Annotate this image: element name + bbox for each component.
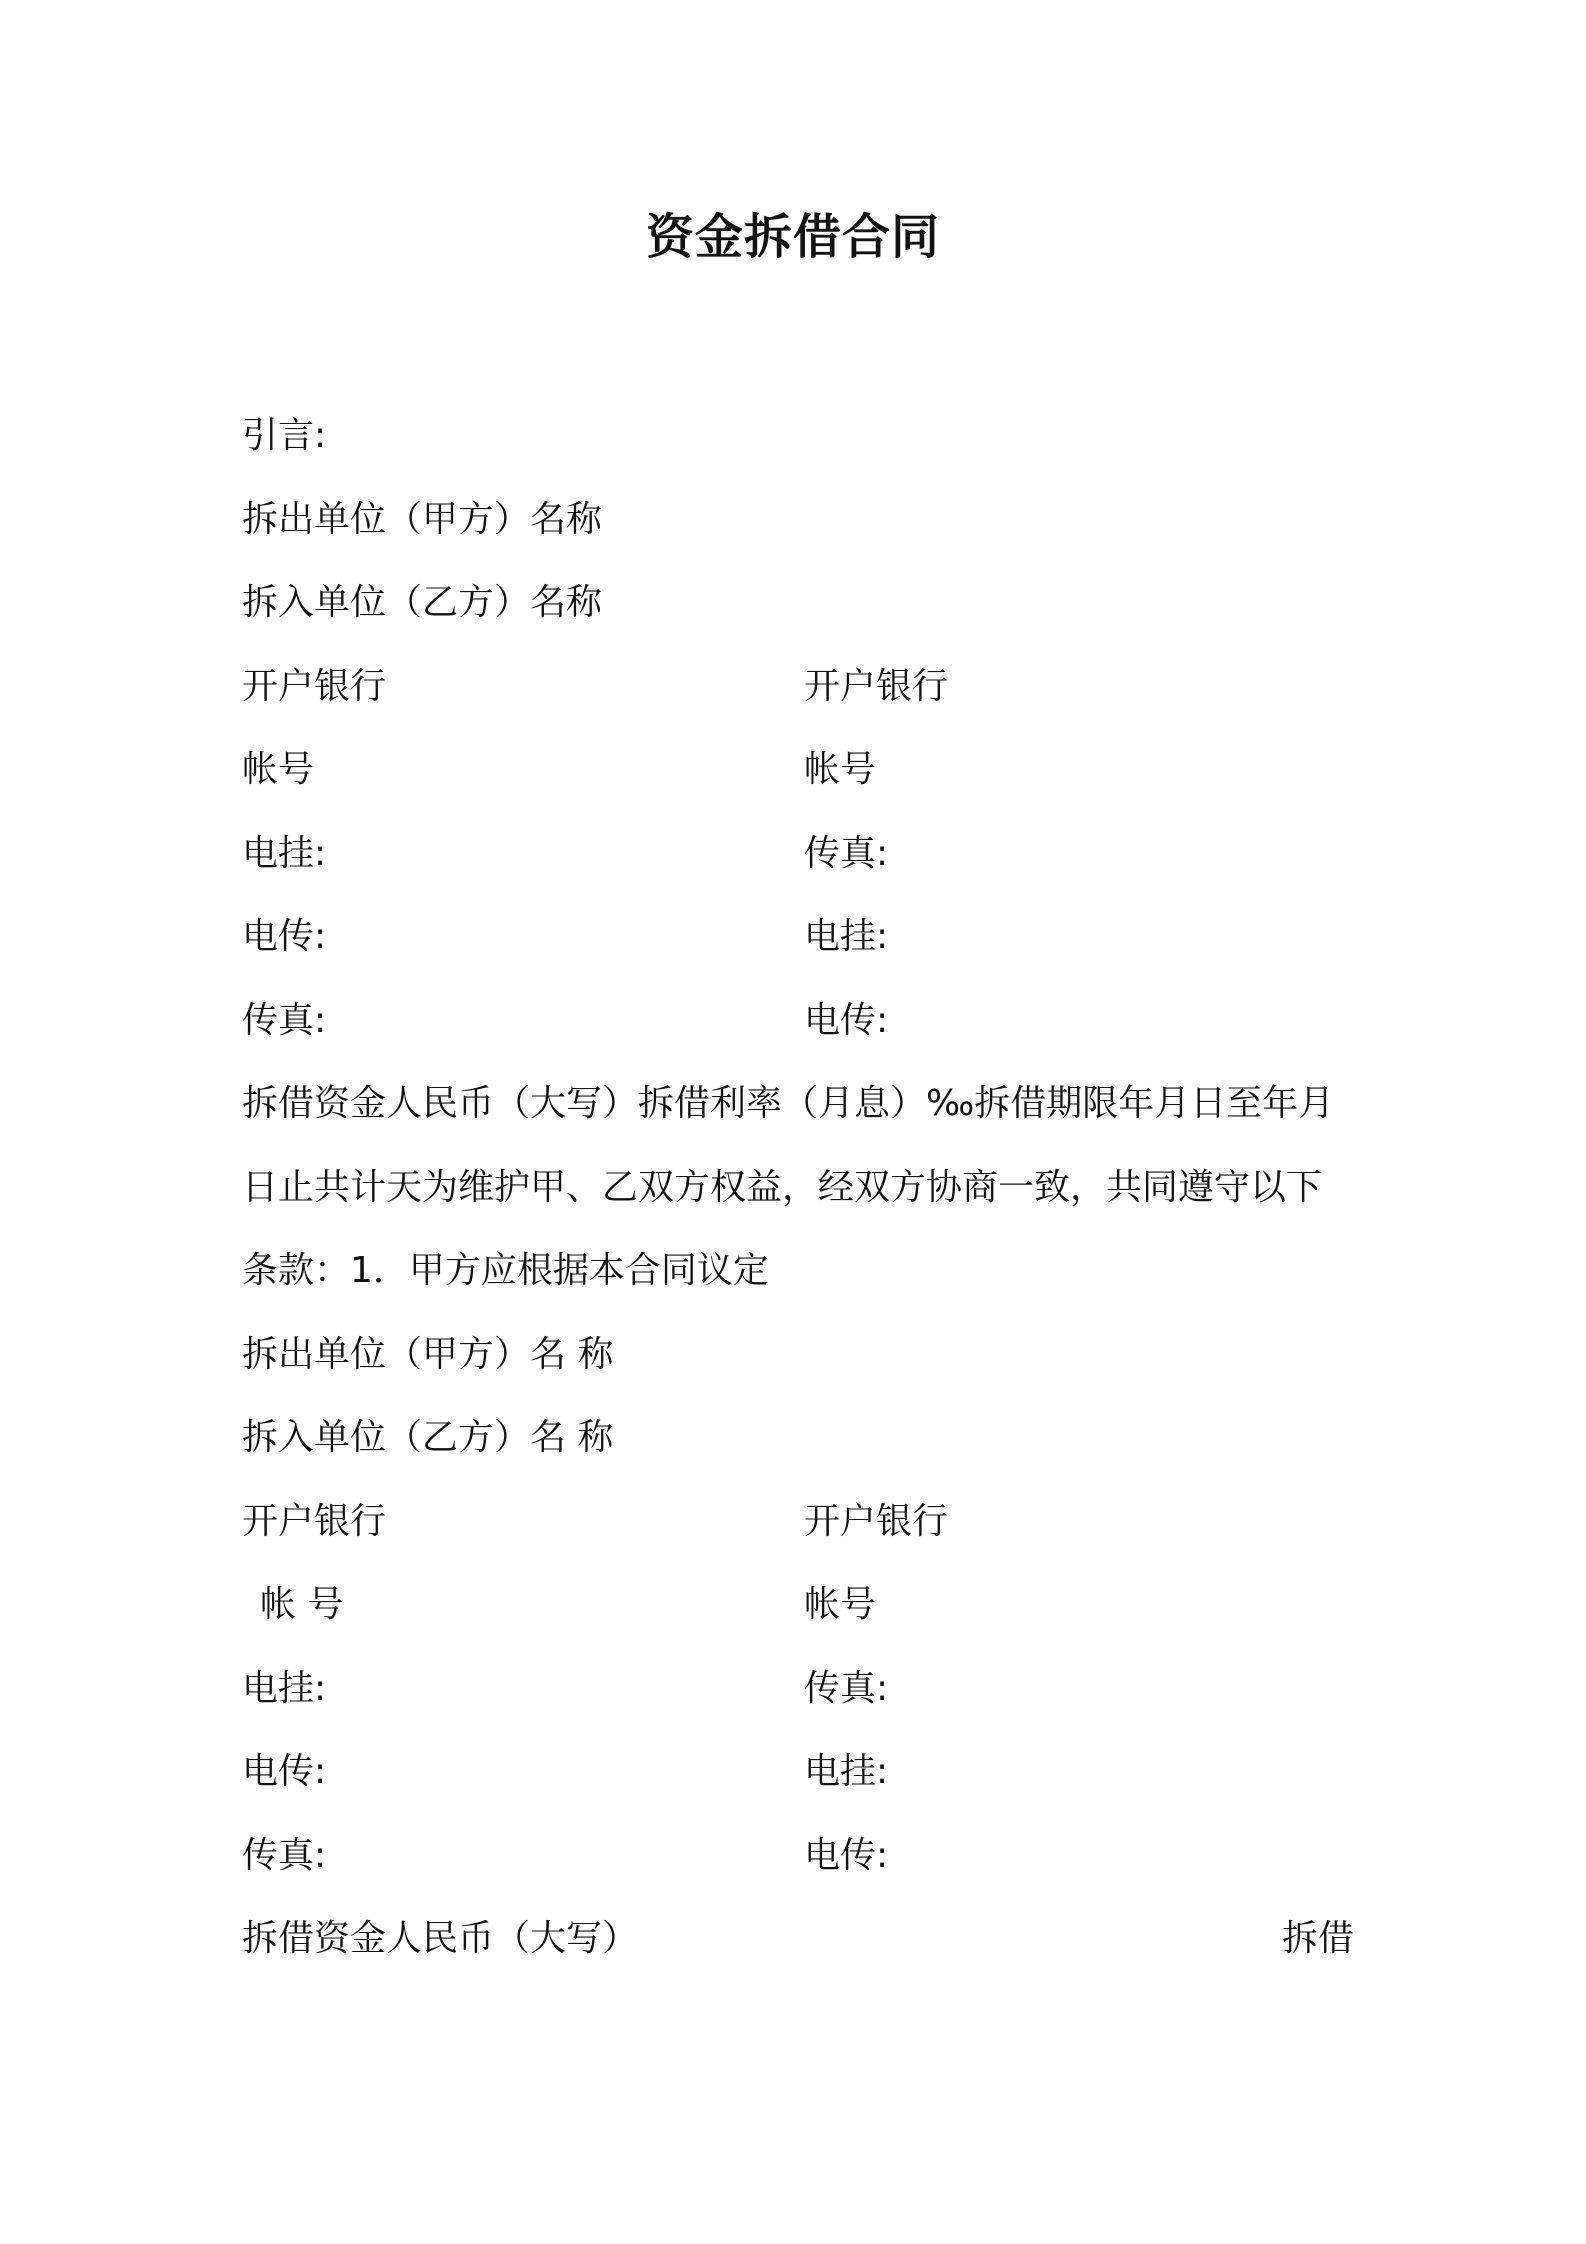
line-contact-3 — [242, 991, 1354, 1075]
lender-telex-label-2: 电传: — [242, 1751, 327, 1792]
preface-label: 引言: — [242, 415, 327, 456]
line-borrower-name — [242, 573, 1354, 657]
borrower-name-label: 拆入单位（乙方）名称 — [242, 582, 603, 623]
line-bank — [242, 657, 1354, 741]
lender-telex-label: 电传: — [242, 916, 327, 957]
borrower-name-label-2: 拆入单位（乙方）名 称 — [242, 1417, 614, 1458]
loan-continuation-label: 拆借 — [1281, 1918, 1354, 1959]
line-loan-amount — [242, 1909, 1354, 1993]
lender-cable-label-2: 电挂: — [242, 1667, 327, 1709]
line-contact-2 — [242, 907, 1354, 991]
lender-cable-label: 电挂: — [242, 832, 327, 874]
borrower-fax-label: 传真: — [804, 832, 889, 874]
line-terms-3 — [242, 1241, 1354, 1325]
borrower-account-label: 帐号 — [804, 749, 877, 790]
lender-bank-label-2: 开户银行 — [242, 1500, 387, 1542]
terms-text-1: 拆借资金人民币（大写）拆借利率（月息）‰拆借期限年月日至年月 — [242, 1083, 1335, 1124]
line-lender-name-2 — [242, 1325, 1354, 1409]
lender-account-label: 帐号 — [242, 749, 315, 790]
line-account — [242, 740, 1354, 824]
document-body — [242, 406, 1354, 1993]
borrower-cable-label-2: 电挂: — [804, 1751, 889, 1792]
line-lender-name — [242, 490, 1354, 574]
lender-fax-label-2: 传真: — [242, 1834, 327, 1876]
line-terms-1 — [242, 1074, 1354, 1158]
line-bank-2 — [242, 1492, 1354, 1576]
lender-fax-label: 传真: — [242, 999, 327, 1041]
line-preface — [242, 406, 1354, 490]
line-contact-6 — [242, 1826, 1354, 1910]
line-borrower-name-2 — [242, 1408, 1354, 1492]
borrower-bank-label: 开户银行 — [804, 665, 949, 707]
borrower-cable-label: 电挂: — [804, 916, 889, 957]
line-contact-5 — [242, 1742, 1354, 1826]
borrower-telex-label-2: 电传: — [804, 1834, 889, 1876]
terms-text-3: 条款：1．甲方应根据本合同议定 — [242, 1250, 769, 1291]
document-title: 资金拆借合同 — [645, 209, 940, 265]
lender-bank-label: 开户银行 — [242, 665, 387, 707]
line-terms-2 — [242, 1158, 1354, 1242]
line-contact-1 — [242, 824, 1354, 908]
line-contact-4 — [242, 1659, 1354, 1743]
loan-amount-label: 拆借资金人民币（大写） — [242, 1918, 639, 1959]
line-account-2 — [242, 1575, 1354, 1659]
lender-name-label-2: 拆出单位（甲方）名 称 — [242, 1333, 614, 1375]
borrower-fax-label-2: 传真: — [804, 1667, 889, 1709]
terms-text-2: 日止共计天为维护甲、乙双方权益，经双方协商一致，共同遵守以下 — [242, 1166, 1323, 1208]
borrower-bank-label-2: 开户银行 — [804, 1500, 949, 1542]
borrower-account-label-2: 帐号 — [804, 1584, 877, 1625]
lender-name-label: 拆出单位（甲方）名称 — [242, 498, 603, 540]
borrower-telex-label: 电传: — [804, 999, 889, 1041]
lender-account-label-2: 帐 号 — [260, 1584, 344, 1625]
